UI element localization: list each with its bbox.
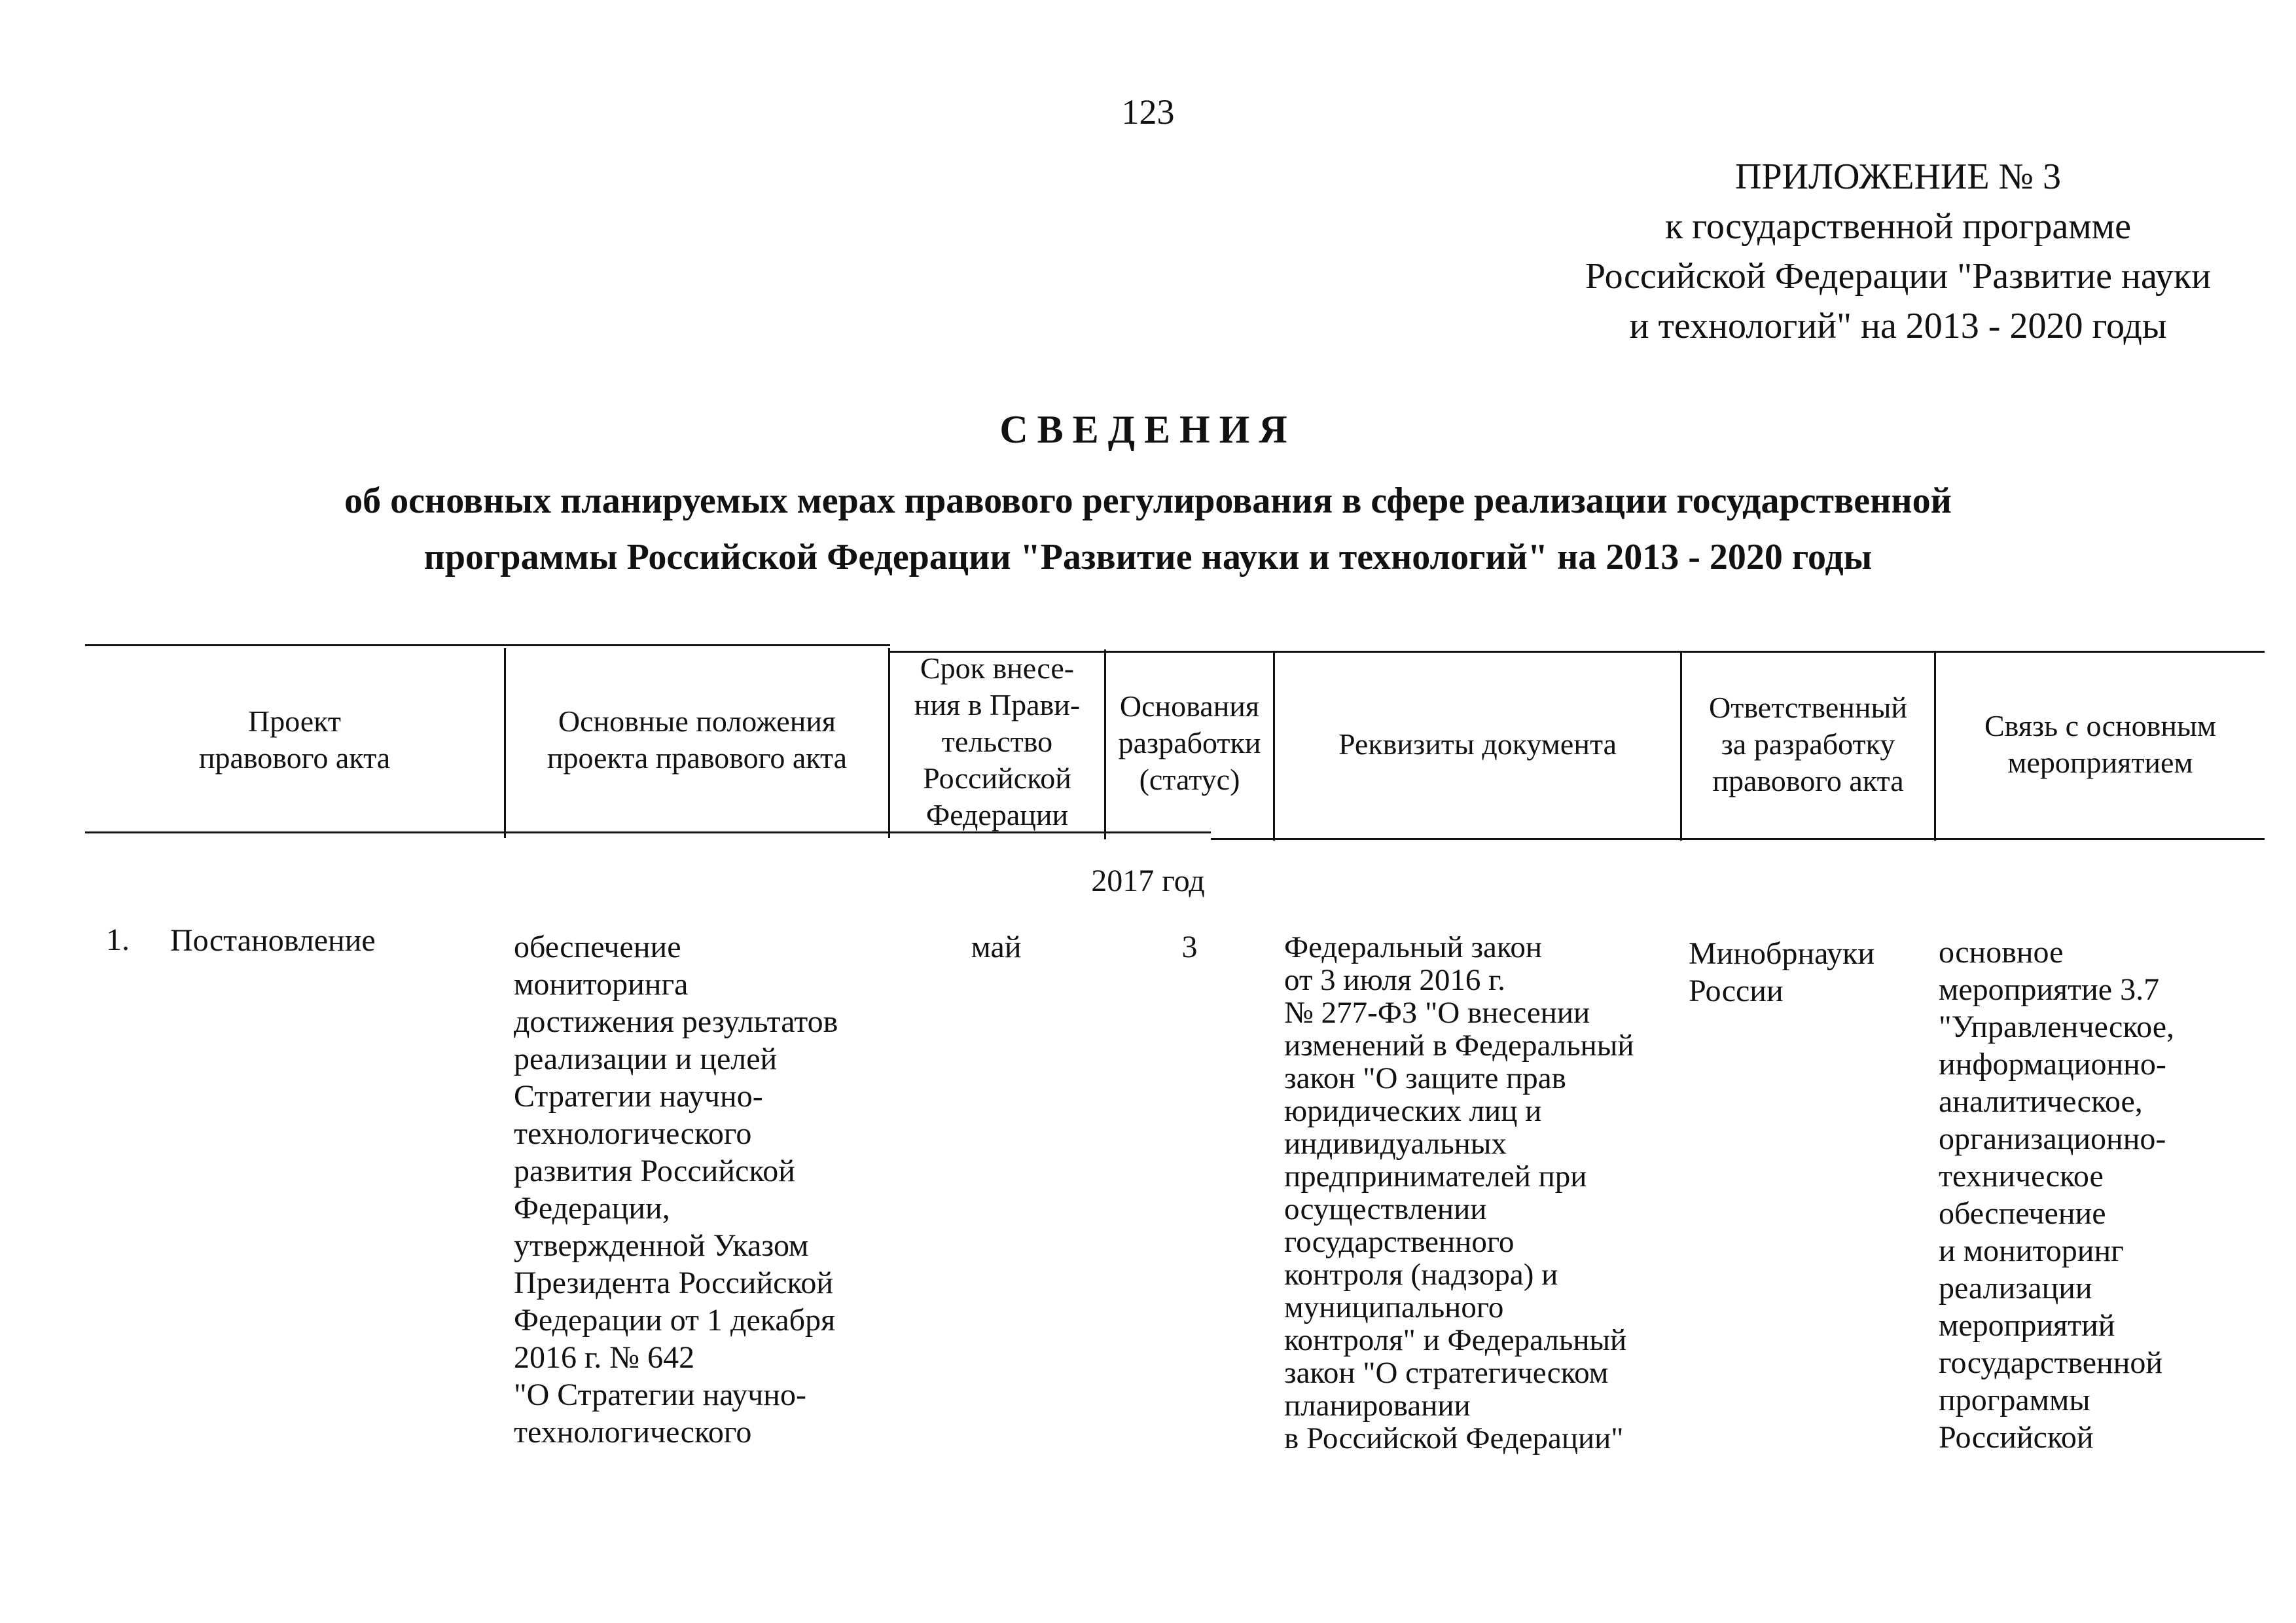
cell-requisites: Федеральный закон от 3 июля 2016 г. № 277-ФЗ "О внесении изменений в Федеральный закон "О защите прав юридических лиц и индивидуальных предпринимателей при осуществлении государственного контроля (надзора) и муниципального контроля" и Федеральный закон "О стратегическом планировании в Российской Федерации" <box>1284 930 1634 1455</box>
document-title: СВЕДЕНИЯ <box>999 408 1297 451</box>
table-top-rule <box>85 644 890 646</box>
header-provisions: Основные положения проекта правового акта <box>547 704 848 775</box>
cell-basis: 3 <box>1181 930 1198 964</box>
section-year: 2017 год <box>1091 864 1205 898</box>
appendix-line: и технологий" на 2013 - 2020 годы <box>1629 306 2167 346</box>
cell-deadline: май <box>971 930 1022 964</box>
appendix-line: Российской Федерации "Развитие науки <box>1585 256 2212 297</box>
subtitle-line: об основных планируемых мерах правового регулирования в сфере реализации государственной <box>344 481 1952 521</box>
row-number: 1. <box>106 922 130 957</box>
table-header-bottom-rule <box>1211 838 2265 840</box>
cell-responsible: Минобрнауки России <box>1689 936 1875 1008</box>
header-deadline: Срок внесе- ния в Прави- тельство Российской Федерации <box>914 651 1081 831</box>
subtitle-line: программы Российской Федерации "Развитие науки и технологий" на 2013 - 2020 годы <box>423 537 1873 577</box>
document-subtitle <box>131 473 2165 585</box>
appendix-line: ПРИЛОЖЕНИЕ № 3 <box>1735 156 2061 197</box>
appendix-line: к государственной программе <box>1665 206 2131 247</box>
cell-link: основное мероприятие 3.7 "Управленческое, информационно- аналитическое, организационно- техническое обеспечение и мониторинг реализации мероприятий государственной программы Российской <box>1939 935 2175 1455</box>
cell-project: Постановление <box>170 923 376 958</box>
page-number: 123 <box>1121 92 1175 132</box>
header-project: Проект правового акта <box>198 704 391 775</box>
appendix-block <box>1532 152 2265 351</box>
header-basis: Основания разработки (статус) <box>1118 689 1261 796</box>
cell-provisions: обеспечение мониторинга достижения результатов реализации и целей Стратегии научно- технологического развития Российской Федерации, утвержденной Указом Президента Российской Федерации от 1 декабря 2016 г. № 642 "О Стратегии научно- технологического <box>514 930 838 1450</box>
header-link: Связь с основным мероприятием <box>1984 709 2217 779</box>
header-requisites: Реквизиты документа <box>1338 727 1617 761</box>
header-responsible: Ответственный за разработку правового акта <box>1709 691 1907 797</box>
